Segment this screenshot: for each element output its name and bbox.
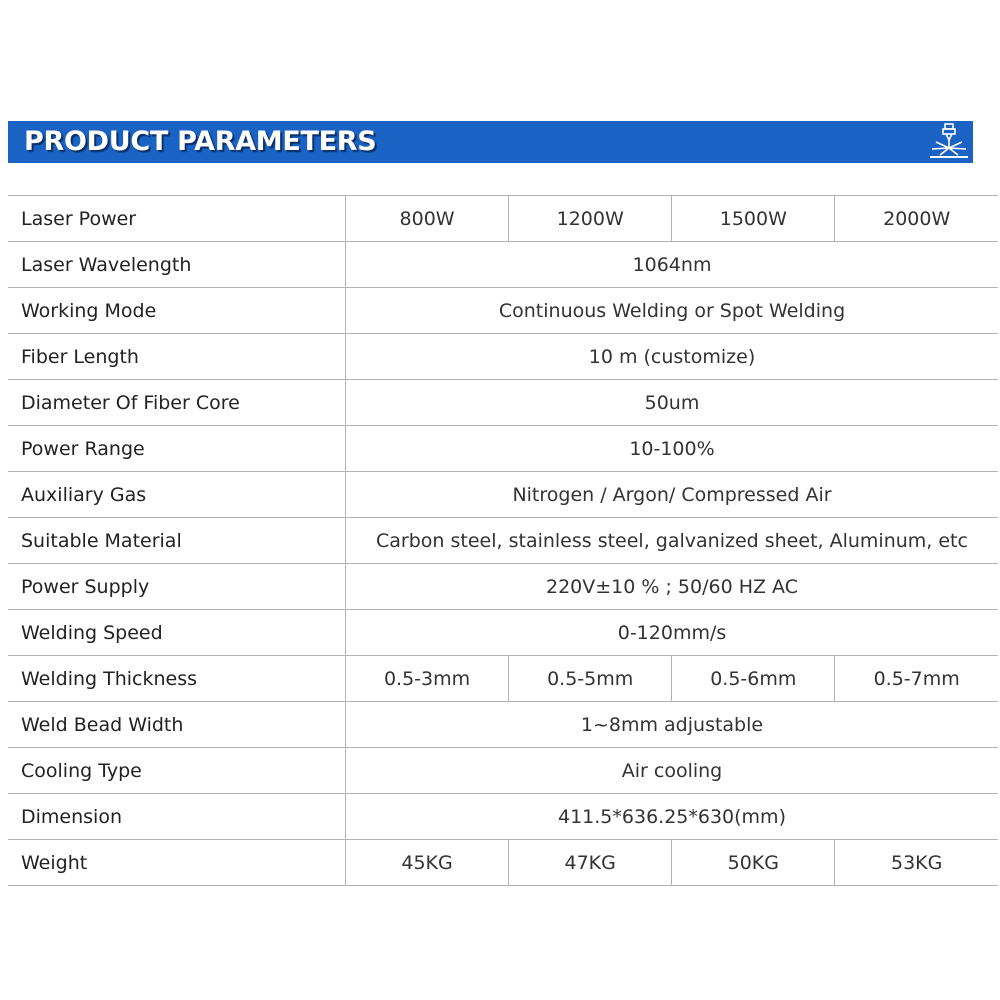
parameter-value: 0.5-5mm <box>509 656 672 702</box>
table-row <box>8 840 998 886</box>
parameter-label: Fiber Length <box>8 334 346 380</box>
parameter-label: Welding Thickness <box>8 656 346 702</box>
parameter-value: 220V±10 % ; 50/60 HZ AC <box>545 575 798 598</box>
table-row <box>8 426 998 472</box>
parameter-value: Air cooling <box>621 759 723 782</box>
parameter-value: 50KG <box>672 840 835 886</box>
parameter-value: 53KG <box>891 851 943 874</box>
parameter-value: 0.5-7mm <box>873 667 960 690</box>
parameter-value: Nitrogen / Argon/ Compressed Air <box>512 483 832 506</box>
parameter-value: 1500W <box>672 196 835 242</box>
parameter-label: Welding Speed <box>8 610 346 656</box>
laser-welding-icon <box>928 122 970 162</box>
table-row <box>8 334 998 380</box>
parameter-value: 1064nm <box>632 253 712 276</box>
table-row <box>8 242 998 288</box>
parameter-value: 47KG <box>509 840 672 886</box>
section-title: PRODUCT PARAMETERS <box>24 126 377 157</box>
parameter-label: Power Supply <box>8 564 346 610</box>
table-row <box>8 702 998 748</box>
parameter-label: Weld Bead Width <box>8 702 346 748</box>
parameter-value: 2000W <box>883 207 951 230</box>
parameter-label: Diameter Of Fiber Core <box>8 380 346 426</box>
parameter-label: Laser Wavelength <box>8 242 346 288</box>
parameter-value: Continuous Welding or Spot Welding <box>498 299 846 322</box>
parameter-label: Weight <box>8 840 346 886</box>
table-row <box>8 656 998 702</box>
parameter-value: Carbon steel, stainless steel, galvanized sheet, Aluminum, etc <box>376 529 968 552</box>
table-row <box>8 196 998 242</box>
table-row <box>8 518 998 564</box>
parameter-value: 411.5*636.25*630(mm) <box>558 805 786 828</box>
parameter-label: Working Mode <box>8 288 346 334</box>
parameter-value: 0.5-6mm <box>672 656 835 702</box>
table-row <box>8 288 998 334</box>
parameter-label: Dimension <box>8 794 346 840</box>
parameter-value: 0-120mm/s <box>617 621 727 644</box>
parameter-value: 10 m (customize) <box>588 345 756 368</box>
table-row <box>8 794 998 840</box>
parameter-label: Laser Power <box>8 196 346 242</box>
parameter-label: Power Range <box>8 426 346 472</box>
parameter-value: 45KG <box>346 840 509 886</box>
table-row <box>8 472 998 518</box>
parameter-value: 800W <box>346 196 509 242</box>
parameter-value: 10-100% <box>629 437 715 460</box>
section-header <box>8 121 973 163</box>
parameter-label: Cooling Type <box>8 748 346 794</box>
parameter-label: Auxiliary Gas <box>8 472 346 518</box>
parameter-value: 1~8mm adjustable <box>580 713 764 736</box>
parameter-label: Suitable Material <box>8 518 346 564</box>
table-row <box>8 748 998 794</box>
table-row <box>8 610 998 656</box>
parameter-value: 0.5-3mm <box>346 656 509 702</box>
parameters-table <box>8 195 998 886</box>
parameter-value: 1200W <box>509 196 672 242</box>
table-row <box>8 380 998 426</box>
table-row <box>8 564 998 610</box>
parameter-value: 50um <box>644 391 700 414</box>
